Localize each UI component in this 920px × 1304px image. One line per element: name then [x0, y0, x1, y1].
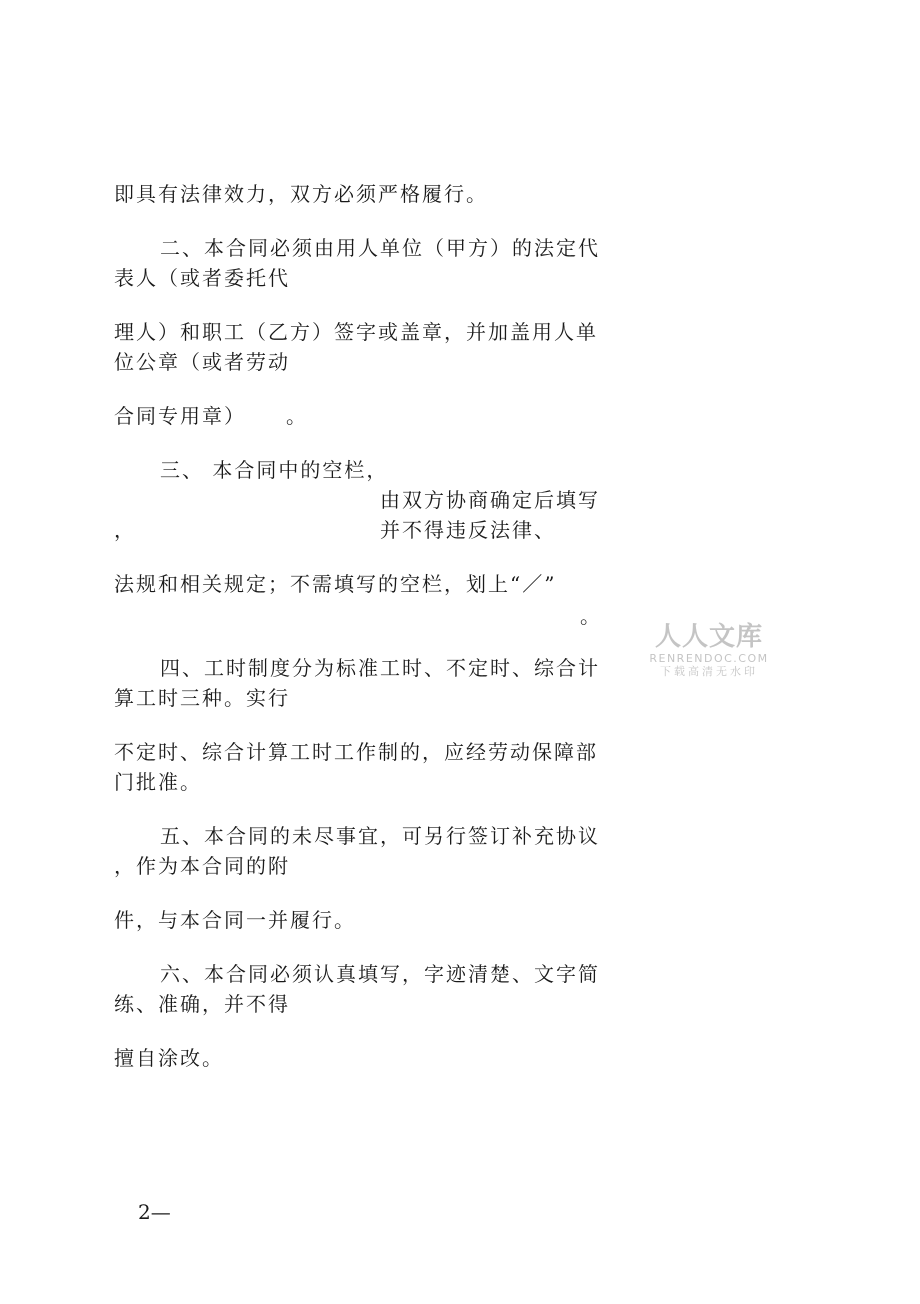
- text-line: 三、 本合同中的空栏，: [160, 458, 389, 482]
- text-line: 位公章（或者劳动: [114, 350, 290, 374]
- text-line: 擅自涂改。: [114, 1046, 224, 1070]
- text-line: 门批准。: [114, 770, 202, 794]
- text-line: 。: [580, 604, 602, 628]
- watermark-slogan: 下载高清无水印: [660, 665, 758, 678]
- text-line: 四、工时制度分为标准工时、不定时、综合计: [160, 656, 600, 680]
- text-line: 件，与本合同一并履行。: [114, 908, 356, 932]
- text-line: 合同专用章）: [114, 404, 246, 428]
- text-line: ，作为本合同的附: [114, 854, 290, 878]
- text-line: 五、本合同的未尽事宜，可另行签订补充协议: [160, 824, 600, 848]
- watermark-logo: [646, 622, 772, 679]
- text-line: 算工时三种。实行: [114, 686, 290, 710]
- text-line: 由双方协商确定后填写: [380, 488, 600, 512]
- text-line: 二、本合同必须由用人单位（甲方）的法定代: [160, 236, 600, 260]
- text-line: 并不得违反法律、: [380, 518, 556, 542]
- text-line: 。: [286, 404, 308, 428]
- text-line: 练、准确，并不得: [114, 992, 290, 1016]
- page-number: 2—: [138, 1200, 171, 1224]
- text-line: 六、本合同必须认真填写，字迹清楚、文字简: [160, 962, 600, 986]
- text-line: ，: [114, 518, 136, 542]
- text-line: 表人（或者委托代: [114, 266, 290, 290]
- text-line: 即具有法律效力，双方必须严格履行。: [114, 182, 488, 206]
- text-line: 法规和相关规定；不需填写的空栏，划上“／”: [114, 572, 557, 596]
- watermark-domain: RENRENDOC.COM: [649, 652, 769, 665]
- watermark-title: 人人文库: [654, 622, 763, 652]
- text-line: 理人）和职工（乙方）签字或盖章，并加盖用人单: [114, 320, 598, 344]
- text-line: 不定时、综合计算工时工作制的，应经劳动保障部: [114, 740, 598, 764]
